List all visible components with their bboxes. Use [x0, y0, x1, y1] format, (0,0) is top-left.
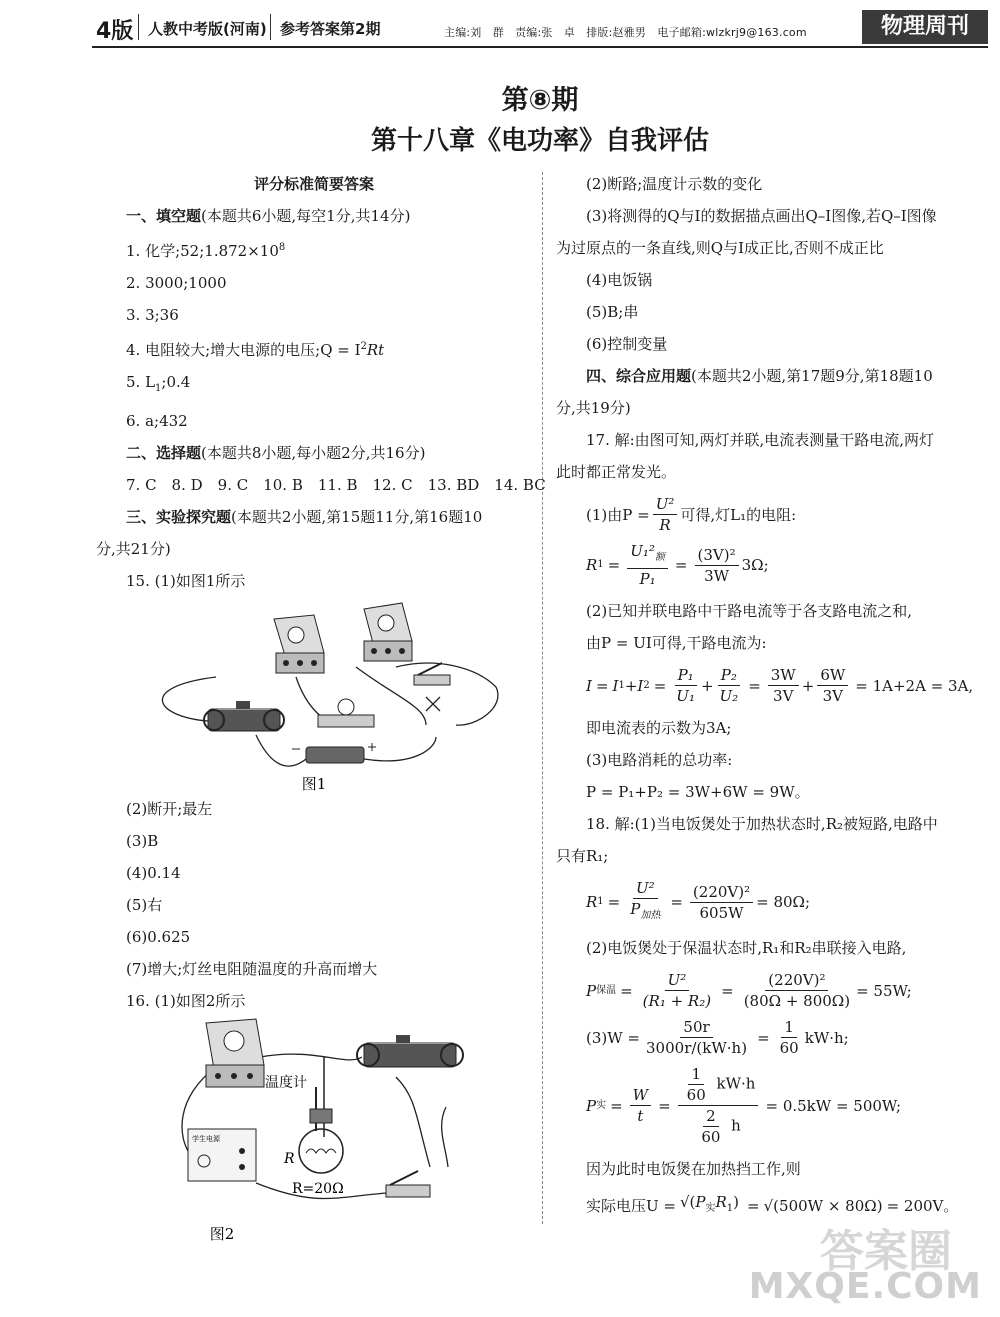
answers-heading: 评分标准简要答案 [253, 175, 374, 193]
section-title: 二、选择题 [126, 444, 202, 462]
section-note: (本题共2小题,第15题11分,第16题10 [231, 508, 483, 526]
equation-result: 3Ω; [741, 556, 769, 574]
section-note-cont: 分,共19分) [556, 399, 631, 417]
section-choice [96, 437, 532, 469]
fraction: $\frac{\text{P₂}}{\text{U₂}}$ [719, 666, 739, 705]
rheostat-icon [204, 701, 284, 731]
equation-result: = 80Ω; [756, 893, 811, 911]
answer-17-2b: 由P = UI可得,干路电流为: [586, 634, 767, 652]
answer-15-5: (5)右 [126, 896, 163, 914]
answer-16-4: (4)电饭锅 [586, 271, 653, 289]
equation-result: = 1A+2A = 3A, [855, 676, 974, 695]
fraction: $\frac{W}{t}$ [630, 1085, 651, 1126]
figure-caption: 图1 [301, 775, 327, 793]
answer-17-2c: 即电流表的示数为3A; [586, 719, 732, 737]
answer-3: 3. 3;36 [126, 306, 179, 324]
question-17-b: 此时都正常发光。 [556, 463, 677, 481]
equation-18-w: (3)W = $\frac{50r}{3000r/(kW\cdot h)}$ = $\frac{1}{60}$ kW·h; [586, 1018, 849, 1057]
equation-18-pb: P 保温 = $\frac{\text{U²}}{\text{(R₁ + R₂)}}$ = $\frac{\text{(220V)²}}{(80\Omega + 800\Omega)}$ = 55W; [586, 971, 912, 1010]
left-column [96, 168, 546, 1245]
answer-15-7: (7)增大;灯丝电阻随温度的升高而增大 [126, 960, 378, 978]
chapter-title: 第十八章《电功率》自我评估 [370, 126, 709, 156]
right-column [556, 168, 990, 1226]
watermark-url: MXQE.COM [748, 1266, 982, 1307]
section-title: 一、填空题 [126, 207, 202, 225]
answer-16-2: (2)断路;温度计示数的变化 [586, 175, 763, 193]
section-note-cont: 分,共21分) [96, 540, 171, 558]
answer-5 [96, 366, 532, 405]
header-divider [138, 14, 139, 40]
section-note: (本题共2小题,第17题9分,第18题10 [691, 367, 933, 385]
voltmeter-icon [364, 603, 412, 661]
ammeter-icon [274, 615, 324, 673]
answer-18-2: (2)电饭煲处于保温状态时,R₁和R₂串联接入电路, [586, 939, 907, 957]
fraction: $\frac{1}{60}$ [779, 1018, 799, 1057]
equation-18-p: P 实 = $\frac{W}{t}$ = $\frac{1}{60}$ kW·h $\frac{2}{60}$ h = 0.5kW = 500W; [586, 1065, 902, 1146]
equation-result: = 55W; [856, 981, 912, 1000]
resistor-label: R [284, 1151, 295, 1167]
exponent: 8 [278, 242, 286, 253]
equation-text: (3)W = [586, 1028, 641, 1047]
fraction: $\frac{U_1^2_额}{\text{P₁}}$ [627, 541, 668, 589]
fraction: $\frac{\text{(3V)²}}{3W}$ [695, 545, 739, 586]
thermometer-label: 温度计 [265, 1075, 307, 1091]
answer-6: 6. a;432 [126, 412, 188, 430]
fraction: $\frac{50r}{3000r/(kW\cdot h)}$ [646, 1018, 748, 1057]
answer-text: 5. L [126, 373, 156, 391]
editor-credits: 主编:刘 群 责编:张 卓 排版:赵雅男 电子邮箱:wlzkrj9@163.com [444, 26, 807, 39]
question-16: 16. (1)如图2所示 [126, 992, 246, 1010]
fraction: $\frac{\text{(220V)²}}{605W}$ [690, 882, 753, 923]
answer-17-3: (3)电路消耗的总功率: [586, 751, 733, 769]
question-15: 15. (1)如图1所示 [126, 572, 246, 590]
question-17-a: 17. 解:由图可知,两灯并联,电流表测量干路电流,两灯 [586, 431, 934, 449]
section-experiment [96, 501, 532, 533]
answer-1 [96, 232, 532, 267]
column-divider [542, 172, 543, 1224]
fraction: $\frac{3W}{3V}$ [768, 665, 799, 706]
equation-17-r1: R 1 = $\frac{U_1^2_额}{\text{P₁}}$ = $\frac{\text{(3V)²}}{3W}$ 3Ω; [586, 542, 769, 588]
fraction: $\frac{\text{P₁}}{\text{U₁}}$ [676, 666, 695, 705]
switch-icon [386, 1171, 430, 1197]
edition-name: 人教中考版(河南) [148, 20, 267, 38]
answer-15-6: (6)0.625 [126, 928, 191, 946]
fraction: $\frac{\text{U²}}{\text{(R₁ + R₂)}}$ [642, 971, 712, 1010]
brand-logo: 物理周刊 [862, 10, 988, 44]
fraction: $\frac{\text{U²}}{R}$ [653, 494, 678, 535]
question-18-b: 只有R₁; [556, 847, 609, 865]
answer-18-c: 因为此时电饭煲在加热挡工作,则 [586, 1160, 801, 1178]
equation-result: = 200V。 [886, 1196, 959, 1215]
page-header [92, 10, 988, 48]
lamp-icon [318, 699, 374, 727]
formula-tail: Rt [366, 341, 385, 359]
page-title-block [92, 84, 988, 158]
equation-text: (1)由P = [586, 505, 650, 524]
fraction: $\frac{\text{(220V)²}}{(80\Omega + 800\Omega)}$ [743, 971, 851, 1010]
section-note: (本题共8小题,每小题2分,共16分) [201, 444, 426, 462]
question-18-a: 18. 解:(1)当电饭煲处于加热状态时,R₂被短路,电路中 [586, 815, 938, 833]
watermark-logo: 答案圈 [820, 1226, 952, 1277]
ammeter-icon [206, 1019, 264, 1087]
section-title: 四、综合应用题 [586, 367, 692, 385]
power-supply-icon [188, 1129, 256, 1181]
subscript: 1 [155, 383, 162, 394]
choice-answers: 7. C 8. D 9. C 10. B 11. B 12. C 13. BD 14. BC [126, 476, 546, 494]
circuit-figure-2 [96, 1017, 532, 1245]
answer-16-3a: (3)将测得的Q与I的数据描点画出Q–I图像,若Q–I图像 [586, 207, 937, 225]
exponent: 2 [360, 341, 367, 352]
switch-icon [414, 663, 450, 685]
equation-result: = 0.5kW = 500W; [765, 1096, 902, 1115]
answer-15-2: (2)断开;最左 [126, 800, 213, 818]
equation-18-r1: R 1 = $\frac{\text{U²}}{P_{加热}}$ = $\frac{\text{(220V)²}}{605W}$ = 80Ω; [556, 878, 990, 926]
section-fill-blank [96, 200, 532, 232]
answer-text: 1. 化学;52;1.872×10 [126, 242, 279, 260]
equation-17-p: P = P₁+P₂ = 3W+6W = 9W。 [586, 783, 810, 801]
supply-label: 学生电源 [192, 1135, 220, 1143]
fraction: $\frac{6W}{3V}$ [817, 665, 848, 706]
answer-15-4: (4)0.14 [126, 864, 181, 882]
section-note: (本题共6小题,每空1分,共14分) [201, 207, 411, 225]
circuit-figure-1 [96, 597, 532, 793]
equation-result: kW·h; [804, 1028, 849, 1047]
answer-4 [96, 331, 532, 366]
equation-text: 可得,灯L₁的电阻: [680, 505, 797, 524]
answer-text: ;0.4 [161, 373, 191, 391]
answer-16-5: (5)B;串 [586, 303, 639, 321]
equation-17-1 [556, 494, 990, 535]
rheostat-icon [357, 1035, 463, 1067]
resistor-value: R=20Ω [292, 1181, 344, 1197]
section-application [556, 360, 990, 392]
answer-2: 2. 3000;1000 [126, 274, 227, 292]
header-divider [270, 14, 271, 40]
issue-title: 第⑧期 [501, 85, 579, 116]
equation-17-i: I = I 1 + I 2 = $\frac{\text{P₁}}{\text{U₁}}$ + $\frac{\text{P₂}}{\text{U₂}}$ = $\frac{3W}{3V}$ + $\frac{6W}{3V}$ = 1A+2A = 3A, [586, 666, 974, 705]
answer-text: 4. 电阻较大;增大电源的电压;Q = I [126, 341, 361, 359]
figure-caption: 图2 [209, 1225, 235, 1243]
answer-15-3: (3)B [126, 832, 159, 850]
answer-16-6: (6)控制变量 [586, 335, 668, 353]
answer-label: 参考答案第2期 [280, 20, 381, 38]
site-watermark [748, 1215, 982, 1307]
section-title: 三、实验探究题 [126, 508, 232, 526]
equation-18-u: 实际电压U = $√(P_实R_1)$ = √(500W × 80Ω) = 200V。 [586, 1193, 959, 1215]
answer-17-2a: (2)已知并联电路中干路电流等于各支路电流之和, [586, 602, 913, 620]
fraction: $\frac{\text{U²}}{P_{加热}}$ [630, 879, 661, 921]
edition-number: 4版 [96, 19, 134, 44]
answer-16-3b: 为过原点的一条直线,则Q与I成正比,否则不成正比 [556, 239, 884, 257]
fraction: $\frac{1}{60}$ kW·h $\frac{2}{60}$ h [678, 1064, 759, 1147]
equation-text: 实际电压U = [586, 1196, 676, 1215]
